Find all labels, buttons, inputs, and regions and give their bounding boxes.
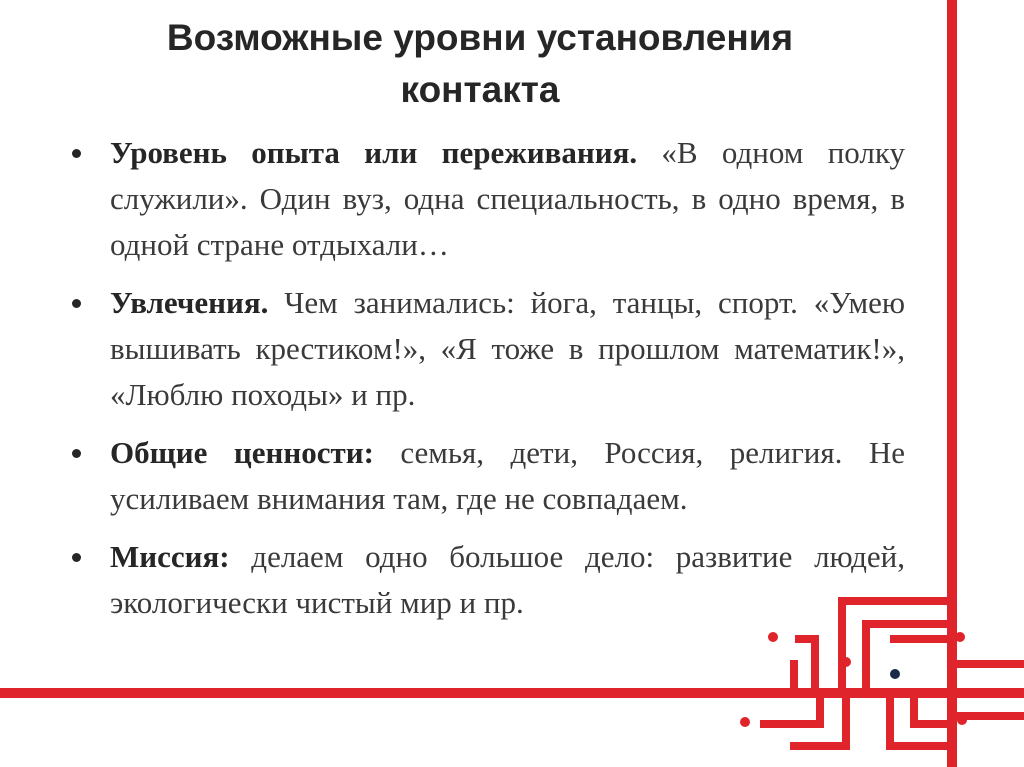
bullet-text: Чем занимались: йога, танцы, спорт. «Умею вышивать крестиком!», «Я тоже в прошлом математик!», «Люблю походы» и пр. <box>110 285 905 412</box>
pattern-bar <box>790 660 798 688</box>
bullet-dot-icon <box>72 149 81 158</box>
bullet-item-hobbies <box>70 280 905 418</box>
pattern-bar <box>790 742 850 750</box>
bullet-item-values <box>70 430 905 522</box>
bullet-dot-icon <box>72 553 81 562</box>
bullet-text: семья, дети, Россия, религия. Не усиливаем внимания там, где не совпадаем. <box>110 435 906 516</box>
pattern-bar <box>957 712 1024 720</box>
title-line-2: контакта <box>400 69 560 110</box>
bullet-item-mission <box>70 534 905 626</box>
title-line-1: Возможные уровни установления <box>166 17 794 58</box>
pattern-dot <box>957 715 967 725</box>
bullet-term: Увлечения. <box>110 285 269 320</box>
pattern-bar <box>811 635 819 688</box>
bullet-text: «В одном полку служили». Один вуз, одна специальность, в одно время, в одной стране отдыхали… <box>110 135 905 262</box>
bullet-item-experience <box>70 130 905 268</box>
bullet-term: Миссия: <box>110 539 230 574</box>
pattern-dot <box>740 717 750 727</box>
bullet-list <box>70 130 905 638</box>
pattern-bar <box>842 698 850 750</box>
pattern-bar <box>910 720 947 728</box>
navy-dot <box>890 669 900 679</box>
bullet-term: Уровень опыта или переживания. <box>110 135 638 170</box>
pattern-dot <box>955 632 965 642</box>
page-title <box>70 12 890 116</box>
bullet-term: Общие ценности: <box>110 435 374 470</box>
pattern-dot <box>841 657 851 667</box>
frame-bottom-line <box>0 688 1024 698</box>
bullet-dot-icon <box>72 449 81 458</box>
bullet-text: делаем одно большое дело: развитие людей, экологически чистый мир и пр. <box>110 539 905 620</box>
bullet-dot-icon <box>72 299 81 308</box>
pattern-bar <box>957 660 1024 668</box>
pattern-bar <box>760 720 824 728</box>
frame-right-line <box>947 0 957 767</box>
pattern-bar <box>886 742 947 750</box>
